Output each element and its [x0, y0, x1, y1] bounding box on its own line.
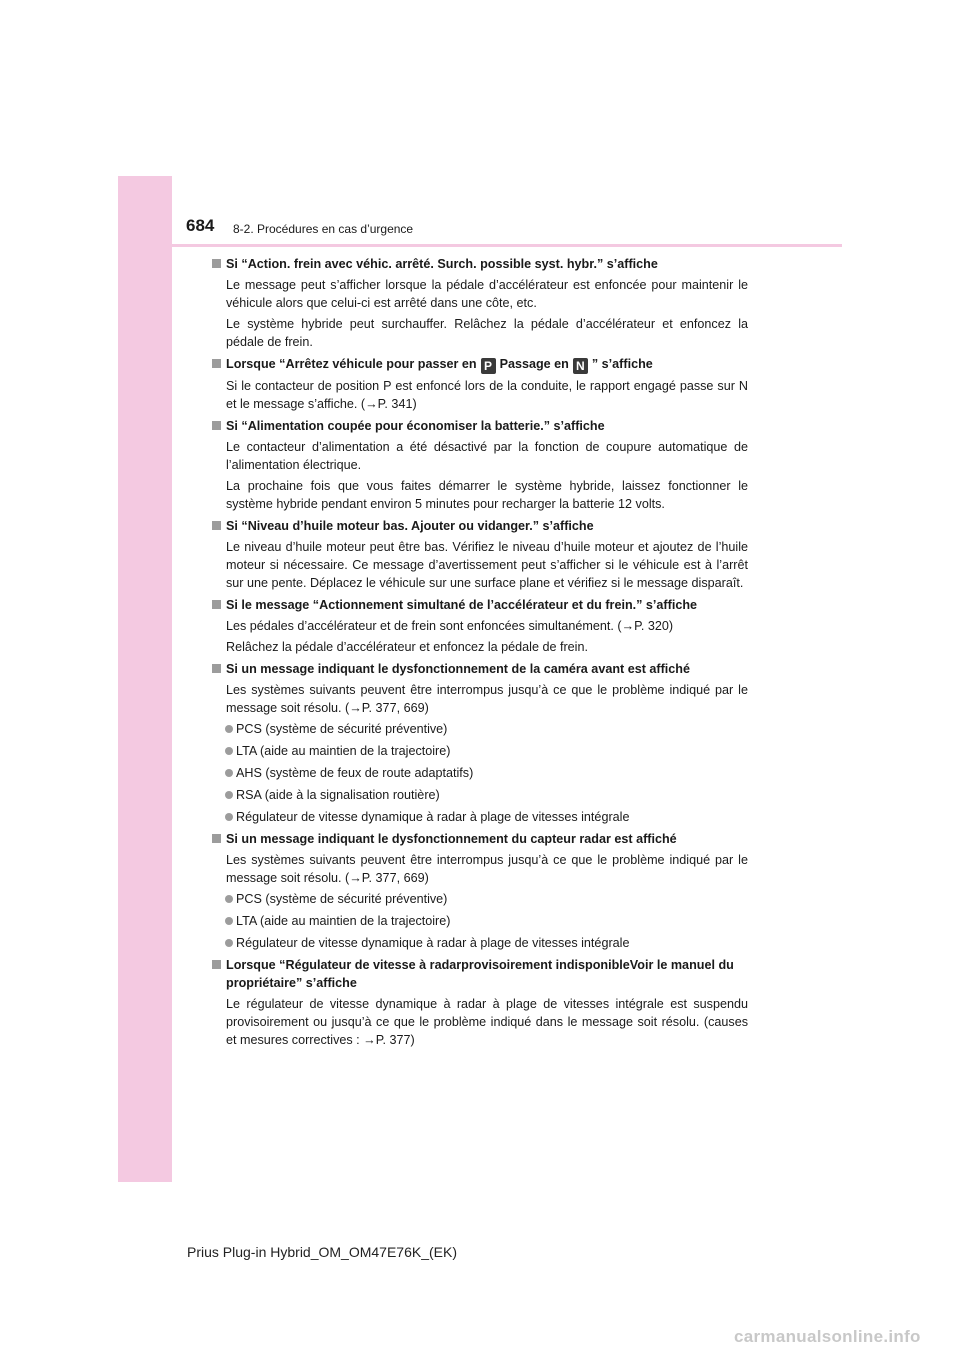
paragraph: Le système hybride peut surchauffer. Relâchez la pédale d’accélérateur et enfoncez la pédale de frein. — [226, 317, 748, 349]
section-heading: Si “Action. frein avec véhic. arrêté. Surch. possible syst. hybr.” s’affiche — [212, 255, 748, 273]
paragraph: Le régulateur de vitesse dynamique à radar à plage de vitesses intégrale est suspendu provisoirement ou jusqu’à ce que le problème indiqué dans le message soit résolu. (causes et mesures correctives : →P. 377) — [226, 997, 748, 1047]
section-arretez-vehicule — [212, 355, 748, 413]
paragraph: Les systèmes suivants peuvent être interrompus jusqu’à ce que le problème indiqué par le message soit résolu. (→P. 377, 669) — [226, 853, 748, 885]
round-bullet-icon — [225, 747, 233, 755]
footer-doc-id: Prius Plug-in Hybrid_OM_OM47E76K_(EK) — [187, 1244, 457, 1260]
section-heading: Si “Alimentation coupée pour économiser la batterie.” s’affiche — [212, 417, 748, 435]
square-bullet-icon — [212, 521, 221, 530]
paragraph: Les pédales d’accélérateur et de frein sont enfoncées simultanément. (→P. 320) — [226, 619, 674, 633]
list-item: LTA (aide au maintien de la trajectoire) — [212, 742, 748, 760]
paragraph: Le message peut s’afficher lorsque la pédale d’accélérateur est enfoncée pour maintenir le véhicule alors que celui-ci est arrêté dans une côte, etc. — [226, 278, 748, 310]
section-heading: Si “Niveau d’huile moteur bas. Ajouter ou vidanger.” s’affiche — [212, 517, 748, 535]
list-item: RSA (aide à la signalisation routière) — [212, 786, 748, 804]
list-item: PCS (système de sécurité préventive) — [212, 890, 748, 908]
section-heading: Lorsque “Régulateur de vitesse à radarprovisoirement indisponibleVoir le manuel du propriétaire” s’affiche — [212, 956, 748, 992]
section-alimentation-coupee — [212, 417, 748, 513]
square-bullet-icon — [212, 421, 221, 430]
round-bullet-icon — [225, 895, 233, 903]
list-item: Régulateur de vitesse dynamique à radar à plage de vitesses intégrale — [212, 934, 748, 952]
page-number: 684 — [186, 216, 215, 235]
round-bullet-icon — [225, 917, 233, 925]
header-rule — [172, 244, 842, 247]
square-bullet-icon — [212, 600, 221, 609]
section-action-frein — [212, 255, 748, 351]
list-item: LTA (aide au maintien de la trajectoire) — [212, 912, 748, 930]
list-item: PCS (système de sécurité préventive) — [212, 720, 748, 738]
section-heading: Si un message indiquant le dysfonctionnement de la caméra avant est affiché — [212, 660, 748, 678]
paragraph: Si le contacteur de position P est enfoncé lors de la conduite, le rapport engagé passe sur N et le message s’affiche. (→P. 341) — [226, 379, 748, 411]
section-niveau-huile — [212, 517, 748, 592]
watermark: carmanualsonline.info — [734, 1327, 921, 1346]
section-regulateur-indisponible — [212, 956, 748, 1049]
section-capteur-radar — [212, 830, 748, 952]
paragraph: Les systèmes suivants peuvent être interrompus jusqu’à ce que le problème indiqué par le message soit résolu. (→P. 377, 669) — [226, 683, 748, 715]
section-title: 8-2. Procédures en cas d’urgence — [233, 222, 414, 236]
chapter-tab-bar — [118, 176, 172, 1182]
square-bullet-icon — [212, 664, 221, 673]
square-bullet-icon — [212, 259, 221, 268]
section-heading: Si un message indiquant le dysfonctionnement du capteur radar est affiché — [212, 830, 748, 848]
list-item: Régulateur de vitesse dynamique à radar à plage de vitesses intégrale — [212, 808, 748, 826]
section-camera-avant — [212, 660, 748, 826]
page-content — [212, 255, 748, 1053]
round-bullet-icon — [225, 813, 233, 821]
paragraph: Le niveau d’huile moteur peut être bas. Vérifiez le niveau d’huile moteur et ajoutez de l’huile moteur si nécessaire. Ce message d’avertissement peut s’afficher si le véhicule est à l’arrêt sur une pente. Déplacez le véhicule sur une surface plane et vérifiez si le message disparaît. — [226, 540, 748, 590]
square-bullet-icon — [212, 834, 221, 843]
square-bullet-icon — [212, 960, 221, 969]
gear-n-icon: N — [573, 358, 588, 374]
paragraph: Relâchez la pédale d’accélérateur et enfoncez la pédale de frein. — [226, 640, 588, 654]
square-bullet-icon — [212, 359, 221, 368]
round-bullet-icon — [225, 769, 233, 777]
paragraph: Le contacteur d’alimentation a été désactivé par la fonction de coupure automatique de l’alimentation électrique. — [226, 440, 748, 472]
round-bullet-icon — [225, 791, 233, 799]
list-item: AHS (système de feux de route adaptatifs) — [212, 764, 748, 782]
section-heading: Si le message “Actionnement simultané de l’accélérateur et du frein.” s’affiche — [212, 596, 748, 614]
round-bullet-icon — [225, 725, 233, 733]
section-actionnement-simultane — [212, 596, 748, 656]
section-heading: Lorsque “Arrêtez véhicule pour passer en P Passage en N ” s’affiche — [212, 355, 748, 374]
gear-p-icon: P — [481, 358, 496, 374]
paragraph: La prochaine fois que vous faites démarrer le système hybride, laissez fonctionner le système hybride pendant environ 5 minutes pour recharger la batterie 12 volts. — [226, 479, 748, 511]
round-bullet-icon — [225, 939, 233, 947]
